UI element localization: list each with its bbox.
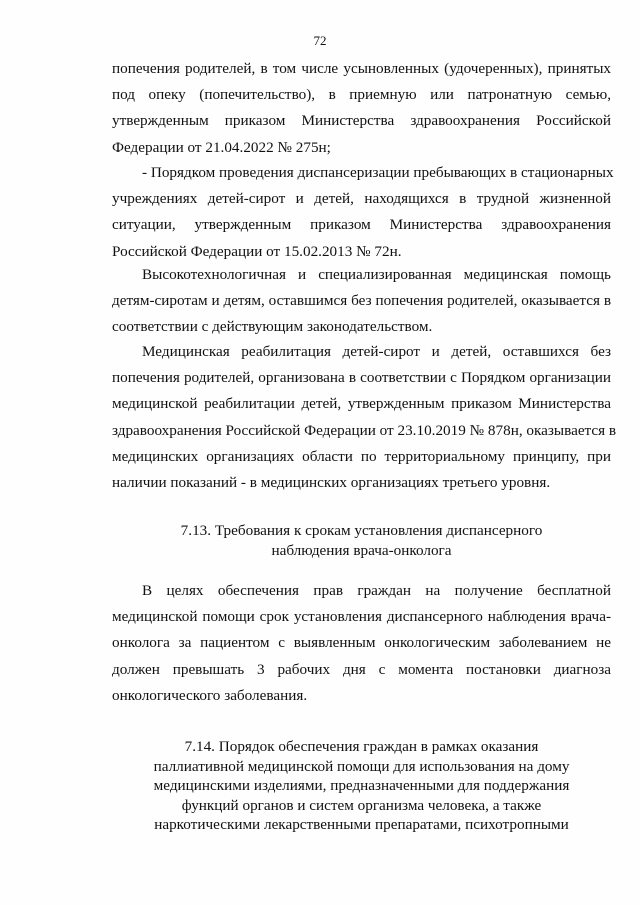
paragraph-procedure-dispensary: [112, 160, 614, 265]
text-line: наличии показаний - в медицинских организациях третьего уровня.: [112, 473, 551, 491]
paragraph-high-tech-care: [112, 262, 611, 341]
text-line: онколога за пациентом с выявленным онкологическим заболеванием не: [112, 634, 611, 652]
text-line: Федерации от 21.04.2022 № 275н;: [112, 138, 331, 156]
text-line: утвержденным приказом Министерства здравоохранения Российской: [112, 112, 611, 130]
paragraph-oncologist-observation: [112, 578, 611, 709]
text-line: Высокотехнологичная и специализированная медицинская помощь: [142, 266, 611, 283]
text-line: медицинских организациях области по территориальному принципу, при: [112, 447, 611, 465]
heading-line: функций органов и систем организма человека, а также: [181, 796, 542, 814]
text-line: должен превышать 3 рабочих дня с момента постановки диагноза: [112, 660, 611, 678]
heading-line: паллиативной медицинской помощи для использования на дому: [153, 757, 570, 775]
text-line: онкологического заболевания.: [112, 686, 308, 704]
section-heading-7-14: [112, 737, 611, 835]
text-line: здравоохранения Российской Федерации от 23.10.2019 № 878н, оказывается в: [112, 421, 617, 439]
heading-line: 7.13. Требования к срокам установления диспансерного: [180, 522, 543, 539]
text-line: - Порядком проведения диспансеризации пребывающих в стационарных: [142, 164, 614, 181]
section-heading-7-13: [112, 521, 611, 560]
text-line: соответствии с действующим законодательством.: [112, 318, 433, 336]
text-line: попечения родителей, организована в соответствии с Порядком организации: [112, 369, 611, 387]
heading-line: 7.14. Порядок обеспечения граждан в рамках оказания: [184, 738, 539, 755]
heading-line: наркотическими лекарственными препаратами, психотропными: [154, 816, 569, 833]
text-line: учреждениях детей-сирот и детей, находящихся в трудной жизненной: [112, 190, 611, 208]
text-line: Российской Федерации от 15.02.2013 № 72н.: [112, 242, 402, 260]
heading-line: медицинскими изделиями, предназначенными для поддержания: [153, 777, 570, 794]
text-line: попечения родителей, в том числе усыновленных (удочеренных), принятых: [112, 60, 611, 77]
page-number: 72: [313, 33, 327, 48]
text-line: под опеку (попечительство), в приемную или патронатную семью,: [112, 86, 611, 104]
text-line: медицинской помощи срок установления диспансерного наблюдения врача-: [112, 608, 611, 626]
paragraph-continuation: [112, 56, 611, 161]
text-line: В целях обеспечения прав граждан на получение бесплатной: [142, 582, 611, 599]
paragraph-rehabilitation: [112, 339, 617, 496]
text-line: Медицинская реабилитация детей-сирот и детей, оставшихся без: [142, 343, 611, 360]
text-line: ситуации, утвержденным приказом Министерства здравоохранения: [112, 216, 611, 234]
heading-line: наблюдения врача-онколога: [271, 541, 452, 559]
text-line: детям-сиротам и детям, оставшимся без попечения родителей, оказывается в: [112, 292, 611, 310]
text-line: медицинской реабилитации детей, утвержденным приказом Министерства: [112, 395, 611, 413]
